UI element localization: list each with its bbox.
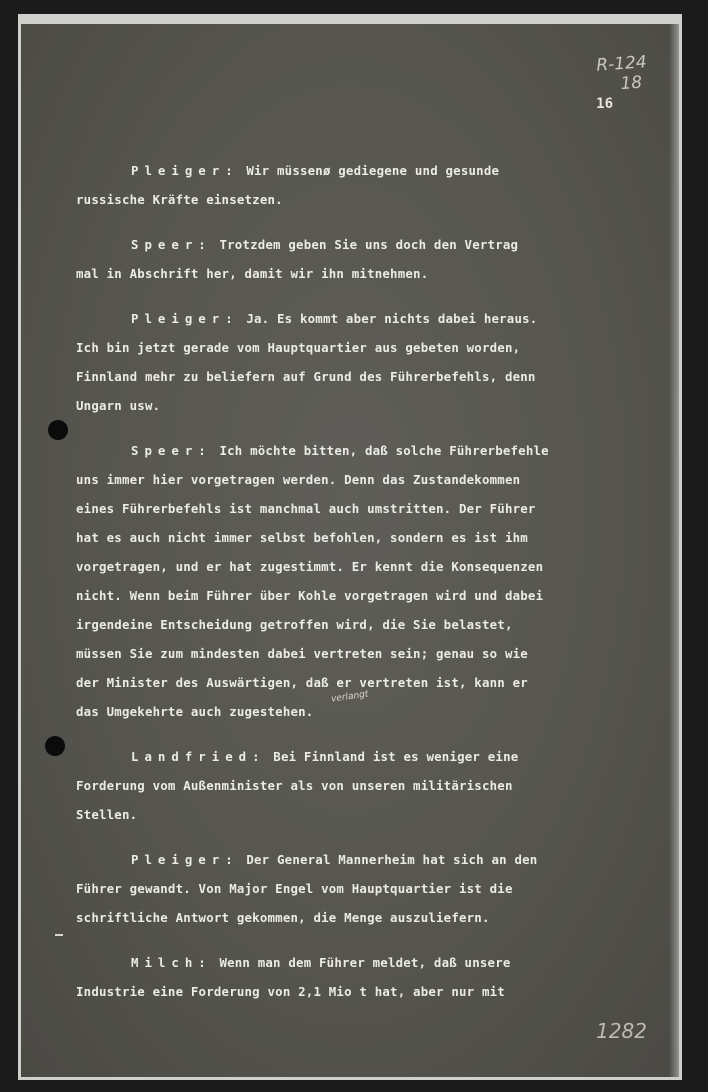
page-number: 16 bbox=[596, 96, 613, 112]
text-line bbox=[76, 156, 651, 185]
text-line: Führer gewandt. Von Major Engel vom Hauptquartier ist die bbox=[76, 881, 513, 896]
archive-code: R-124 bbox=[595, 52, 647, 76]
punch-hole-bottom bbox=[45, 736, 65, 756]
text-line: der Minister des Auswärtigen, daß er vertreten ist, kann er bbox=[76, 675, 528, 690]
line-text: Trotzdem geben Sie uns doch den Vertrag bbox=[219, 237, 519, 252]
text-line bbox=[76, 436, 651, 465]
speaker-name: Speer: bbox=[131, 237, 212, 252]
speaker-name: Speer: bbox=[131, 443, 212, 458]
text-line: vorgetragen, und er hat zugestimmt. Er kennt die Konsequenzen bbox=[76, 559, 544, 574]
paragraph bbox=[76, 436, 651, 726]
speaker-name: Pleiger: bbox=[131, 163, 239, 178]
archive-sub: 18 bbox=[619, 72, 643, 95]
paragraph bbox=[76, 948, 651, 1006]
punch-hole-top bbox=[48, 420, 68, 440]
paragraph bbox=[76, 230, 651, 288]
text-line: Ungarn usw. bbox=[76, 398, 161, 413]
text-line: uns immer hier vorgetragen werden. Denn das Zustandekommen bbox=[76, 472, 521, 487]
speaker-name: Pleiger: bbox=[131, 852, 239, 867]
paragraph bbox=[76, 845, 651, 932]
margin-mark bbox=[55, 934, 63, 936]
paragraph bbox=[76, 304, 651, 420]
text-line: Forderung vom Außenminister als von unseren militärischen bbox=[76, 778, 513, 793]
line-text: Wenn man dem Führer meldet, daß unsere bbox=[219, 955, 511, 970]
text-line bbox=[76, 845, 651, 874]
handwritten-annotation: verlangt bbox=[330, 689, 370, 705]
line-text: Ich möchte bitten, daß solche Führerbefehle bbox=[219, 443, 549, 458]
paragraph bbox=[76, 742, 651, 829]
document-number: 1282 bbox=[596, 1019, 647, 1043]
paper-edge bbox=[669, 24, 679, 1077]
text-line bbox=[76, 304, 651, 333]
text-line: eines Führerbefehls ist manchmal auch umstritten. Der Führer bbox=[76, 501, 536, 516]
line-text: Bei Finnland ist es weniger eine bbox=[273, 749, 519, 764]
text-line: hat es auch nicht immer selbst befohlen, sondern es ist ihm bbox=[76, 530, 528, 545]
text-line: mal in Abschrift her, damit wir ihn mitnehmen. bbox=[76, 266, 429, 281]
archive-mark bbox=[595, 52, 648, 95]
line-text: Ja. Es kommt aber nichts dabei heraus. bbox=[246, 311, 538, 326]
text-line: russische Kräfte einsetzen. bbox=[76, 192, 283, 207]
text-line bbox=[76, 742, 651, 771]
text-line: Finnland mehr zu beliefern auf Grund des Führerbefehls, denn bbox=[76, 369, 536, 384]
speaker-name: Milch: bbox=[131, 955, 212, 970]
line-text: Der General Mannerheim hat sich an den bbox=[246, 852, 538, 867]
text-line bbox=[76, 948, 651, 977]
speaker-name: Pleiger: bbox=[131, 311, 239, 326]
text-line: nicht. Wenn beim Führer über Kohle vorgetragen wird und dabei bbox=[76, 588, 544, 603]
text-line: irgendeine Entscheidung getroffen wird, die Sie belastet, bbox=[76, 617, 513, 632]
document-sheet bbox=[18, 14, 682, 1080]
text-line: müssen Sie zum mindesten dabei vertreten sein; genau so wie bbox=[76, 646, 528, 661]
document-body bbox=[76, 156, 651, 1022]
paragraph bbox=[76, 156, 651, 214]
text-line bbox=[76, 230, 651, 259]
text-line: das Umgekehrte auch zugestehen. bbox=[76, 704, 314, 719]
text-line: Stellen. bbox=[76, 807, 138, 822]
line-text: Wir müssenø gediegene und gesunde bbox=[246, 163, 500, 178]
document-page bbox=[21, 24, 679, 1077]
text-line: Industrie eine Forderung von 2,1 Mio t hat, aber nur mit bbox=[76, 984, 505, 999]
text-line: schriftliche Antwort gekommen, die Menge auszuliefern. bbox=[76, 910, 490, 925]
text-line: Ich bin jetzt gerade vom Hauptquartier aus gebeten worden, bbox=[76, 340, 521, 355]
speaker-name: Landfried: bbox=[131, 749, 266, 764]
